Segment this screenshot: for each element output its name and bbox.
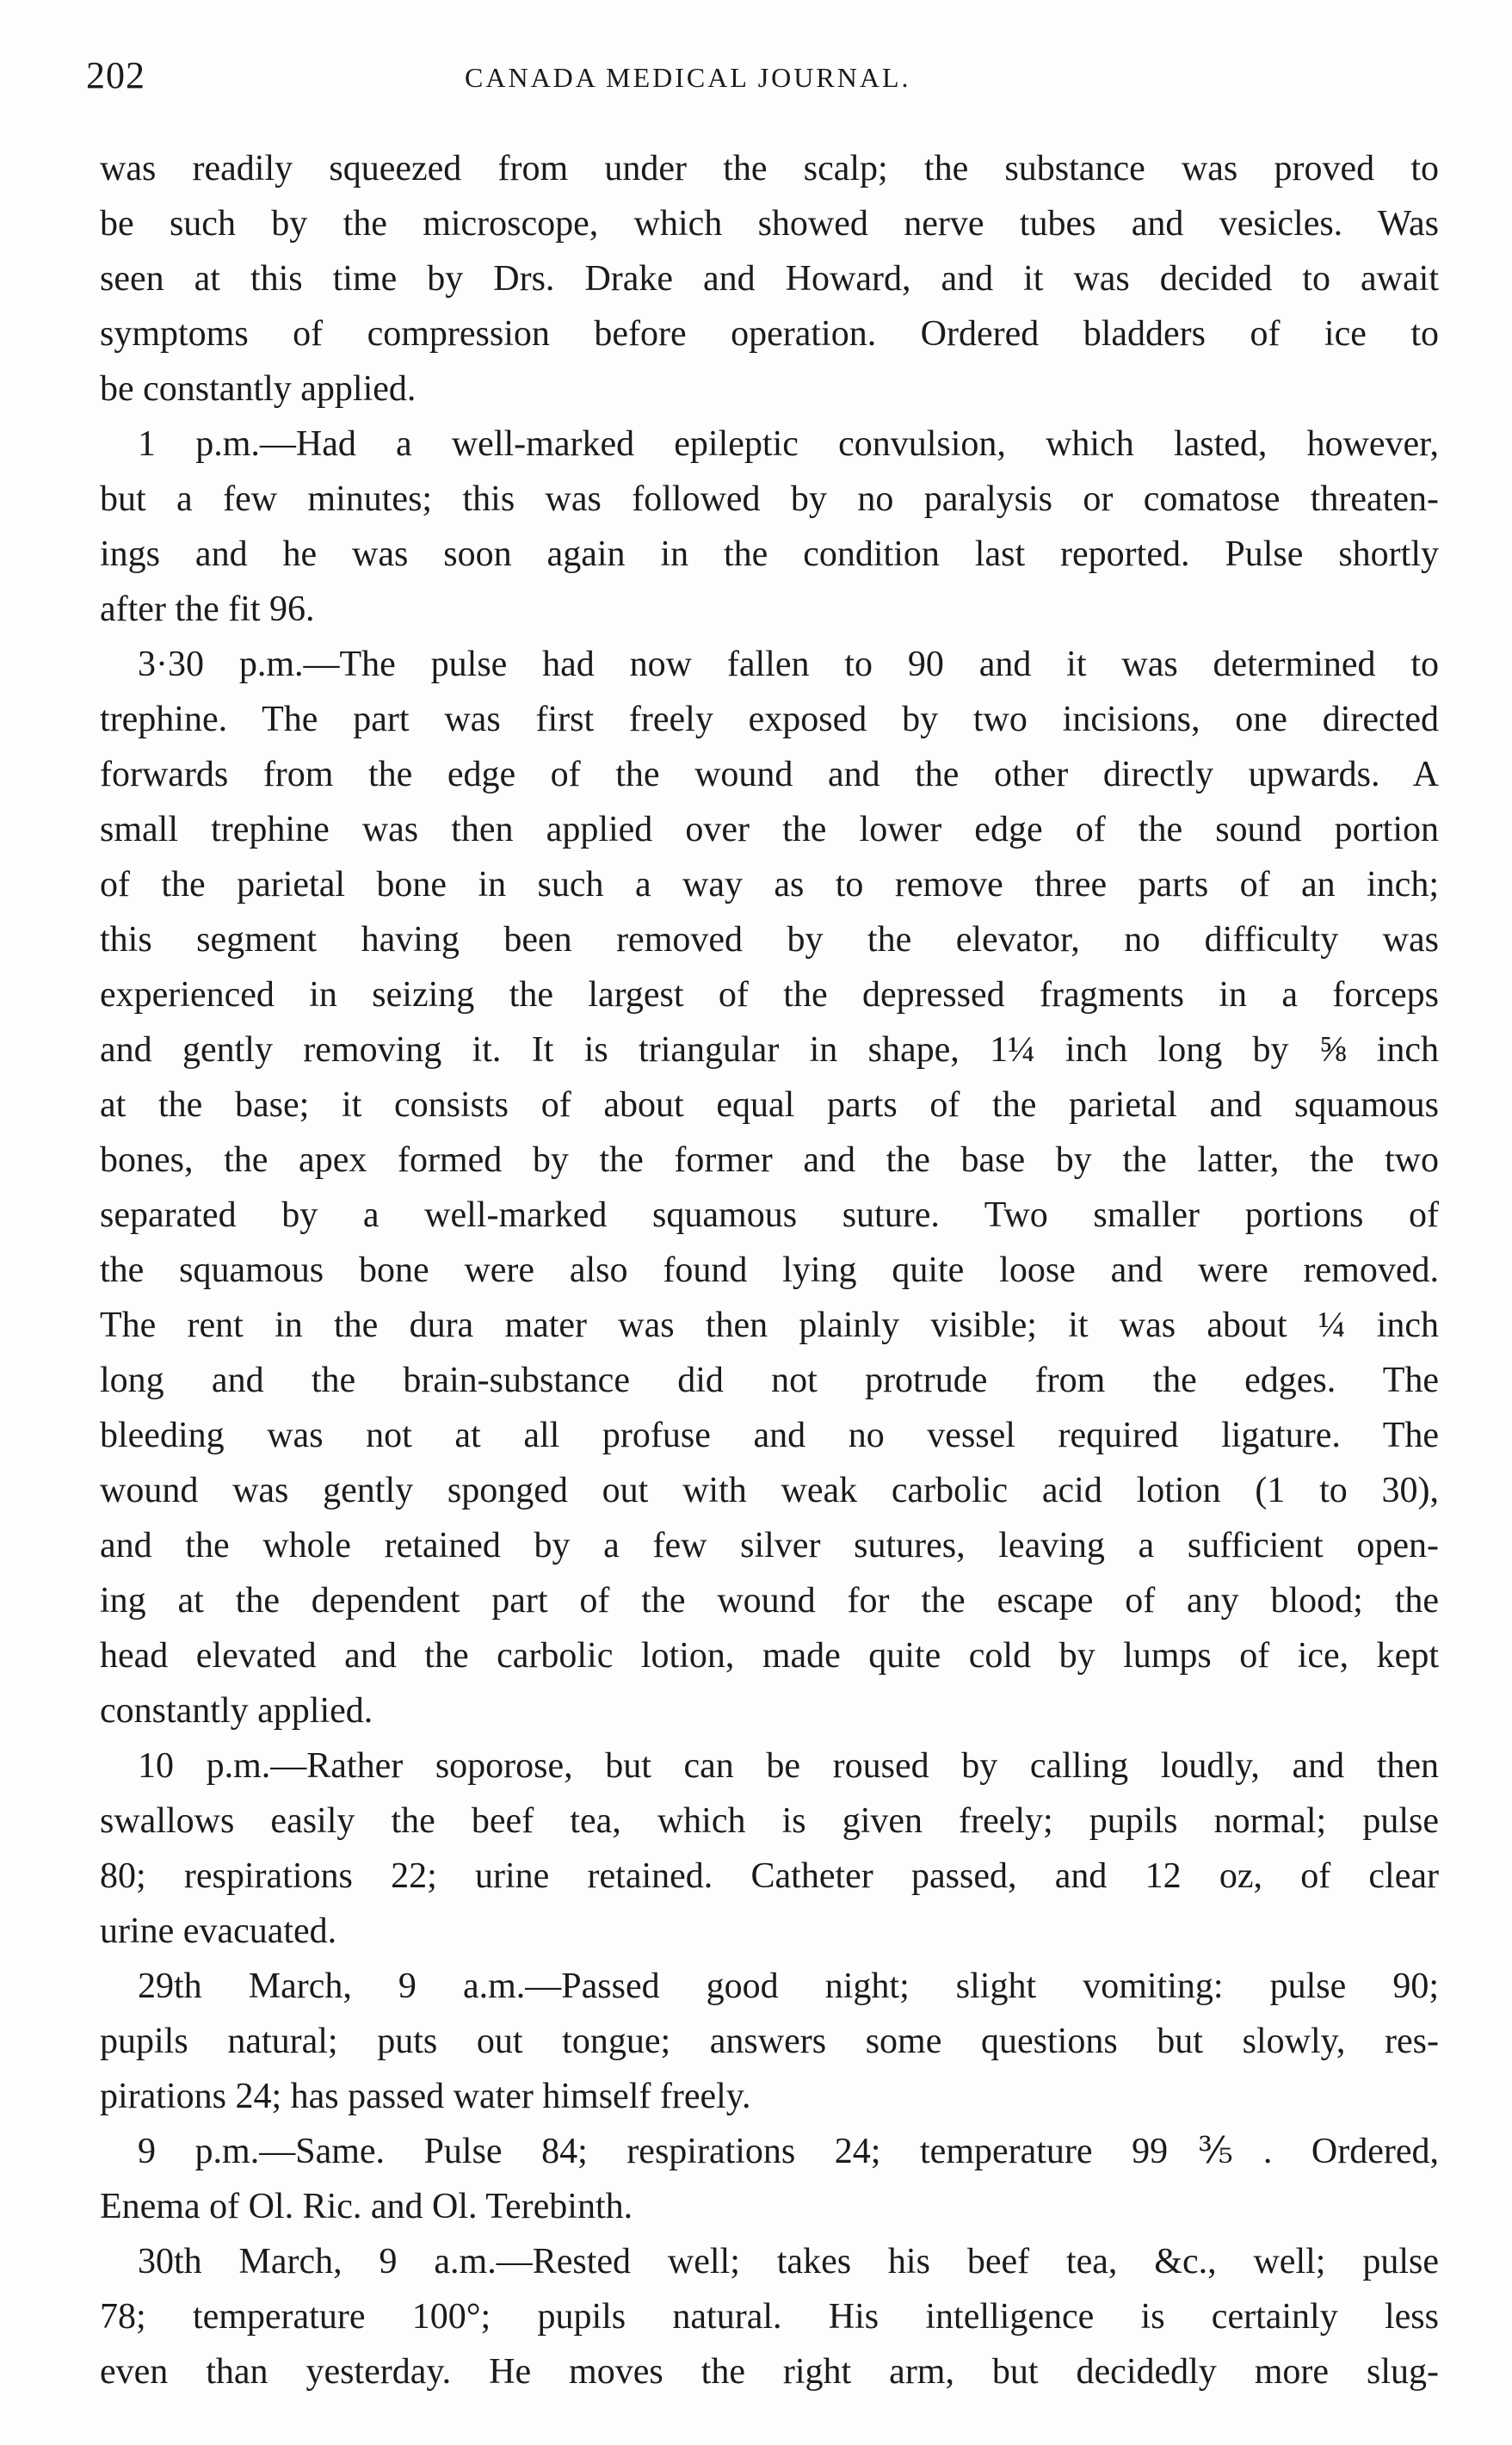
page-header (86, 53, 1437, 114)
text-line: long and the brain-substance did not protrude from the edges. The (100, 1361, 1439, 1400)
text-line: pirations 24; has passed water himself freely. (100, 2077, 751, 2116)
text-line: wound was gently sponged out with weak carbolic acid lotion (1 to 30), (100, 1471, 1439, 1510)
text-line: 9 p.m.—Same. Pulse 84; respirations 24; temperature 99⅗. Ordered, (138, 2132, 1439, 2171)
text-line: forwards from the edge of the wound and the other directly upwards. A (100, 755, 1439, 794)
text-line: 3·30 p.m.—The pulse had now fallen to 90 and it was determined to (138, 645, 1439, 684)
text-line: even than yesterday. He moves the right arm, but decidedly more slug- (100, 2352, 1439, 2392)
text-line: was readily squeezed from under the scalp; the substance was proved to (100, 149, 1439, 188)
text-line: Enema of Ol. Ric. and Ol. Terebinth. (100, 2187, 633, 2226)
text-line: 78; temperature 100°; pupils natural. His intelligence is certainly less (100, 2297, 1439, 2337)
text-line: be such by the microscope, which showed nerve tubes and vesicles. Was (100, 204, 1439, 244)
text-line: head elevated and the carbolic lotion, made quite cold by lumps of ice, kept (100, 1636, 1439, 1676)
text-line: and gently removing it. It is triangular in shape, 1¼ inch long by ⅝ inch (100, 1030, 1439, 1070)
text-line: bones, the apex formed by the former and the base by the latter, the two (100, 1140, 1439, 1180)
text-line: the squamous bone were also found lying quite loose and were removed. (100, 1250, 1439, 1290)
article-body (100, 141, 1439, 2399)
text-line: of the parietal bone in such a way as to remove three parts of an inch; (100, 865, 1439, 905)
text-line: 29th March, 9 a.m.—Passed good night; slight vomiting: pulse 90; (138, 1966, 1439, 2006)
text-line: ings and he was soon again in the condition last reported. Pulse shortly (100, 534, 1439, 574)
page-number: 202 (86, 54, 145, 96)
text-line: 80; respirations 22; urine retained. Catheter passed, and 12 oz, of clear (100, 1856, 1439, 1896)
text-line: bleeding was not at all profuse and no vessel required ligature. The (100, 1416, 1439, 1455)
text-line: The rent in the dura mater was then plainly visible; it was about ¼ inch (100, 1306, 1439, 1345)
text-line: experienced in seizing the largest of the depressed fragments in a forceps (100, 975, 1439, 1015)
text-line: urine evacuated. (100, 1911, 337, 1951)
text-line: 10 p.m.—Rather soporose, but can be roused by calling loudly, and then (138, 1746, 1439, 1786)
text-line: 1 p.m.—Had a well-marked epileptic convulsion, which lasted, however, (138, 424, 1439, 464)
text-line: trephine. The part was first freely exposed by two incisions, one directed (100, 700, 1439, 739)
text-line: symptoms of compression before operation. Ordered bladders of ice to (100, 314, 1439, 354)
text-line: but a few minutes; this was followed by no paralysis or comatose threaten- (100, 479, 1439, 519)
text-line: small trephine was then applied over the lower edge of the sound portion (100, 810, 1439, 849)
text-line: at the base; it consists of about equal parts of the parietal and squamous (100, 1085, 1439, 1125)
text-line: swallows easily the beef tea, which is given freely; pupils normal; pulse (100, 1801, 1439, 1841)
text-line: this segment having been removed by the elevator, no difficulty was (100, 920, 1439, 960)
text-line: separated by a well-marked squamous suture. Two smaller portions of (100, 1195, 1439, 1235)
text-line: ing at the dependent part of the wound for the escape of any blood; the (100, 1581, 1439, 1621)
text-line: seen at this time by Drs. Drake and Howard, and it was decided to await (100, 259, 1439, 299)
text-line: constantly applied. (100, 1691, 373, 1731)
text-line: 30th March, 9 a.m.—Rested well; takes his beef tea, &c., well; pulse (138, 2242, 1439, 2281)
running-title: CANADA MEDICAL JOURNAL. (465, 62, 911, 93)
text-line: be constantly applied. (100, 369, 417, 409)
text-line: after the fit 96. (100, 590, 315, 629)
text-line: pupils natural; puts out tongue; answers some questions but slowly, res- (100, 2022, 1439, 2061)
text-line: and the whole retained by a few silver sutures, leaving a sufficient open- (100, 1526, 1439, 1565)
